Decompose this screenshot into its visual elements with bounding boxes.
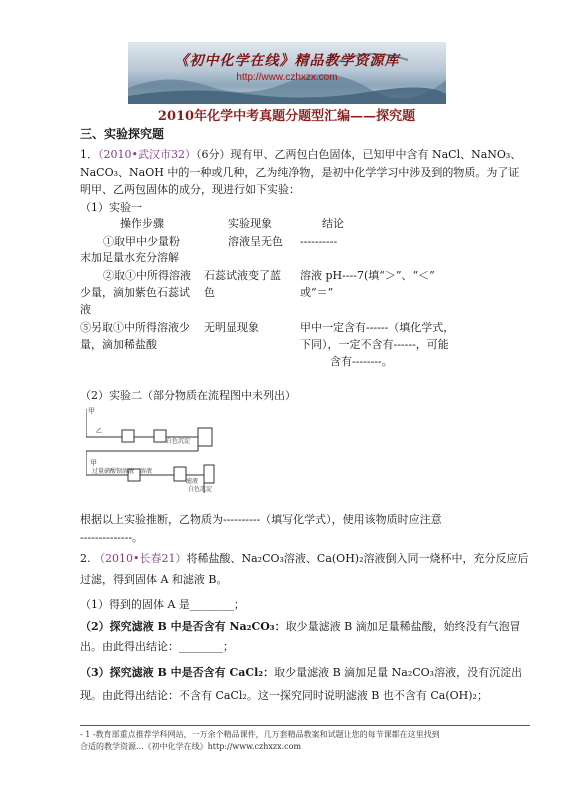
footer-divider — [80, 725, 530, 726]
flow-label-b: 乙 — [96, 428, 103, 435]
flow-label-g: 滤液 — [186, 478, 199, 485]
q2-number: 2. — [80, 552, 91, 565]
q2-part3-text: 取少量滤液 B 滴加足量 Na₂CO₃溶液，没有沉淀出 — [274, 666, 523, 679]
q1-exp2-label: （2）实验二（部分物质在流程图中未列出） — [80, 389, 296, 402]
r2-step-a: ②取①中所得溶液 — [103, 269, 191, 282]
q2-part2-heading: （2）探究滤液 B 中是否含有 Na₂CO₃： — [80, 620, 286, 633]
banner-url[interactable]: http://www.czhxzx.com — [236, 72, 338, 83]
banner-title: 《初中化学在线》精品教学资源库 — [174, 53, 400, 69]
q2-part3 — [80, 665, 522, 680]
q2-part2-line2: 出。由此得出结论：________； — [80, 640, 234, 653]
q2-line1-text: 将稀盐酸、Na₂CO₃溶液、Ca(OH)₂溶液倒入同一烧杯中，充分反应后 — [186, 552, 529, 565]
flow-label-e: 溶液 — [140, 468, 153, 475]
table-header-steps: 操作步骤 — [120, 217, 164, 230]
flow-diagram — [86, 403, 216, 495]
q1-conclusion-line2: --------------。 — [80, 531, 144, 544]
q1-line2: NaCO₃、NaOH 中的一种或几种，乙为纯净物，是初中化学学习中涉及到的物质。为了证 — [80, 166, 520, 179]
document-title: 2010年化学中考真题分题型汇编——探究题 — [157, 109, 416, 124]
r3-conclusion-c: 含有--------。 — [330, 355, 393, 368]
r1-phenomenon: 溶液呈无色 — [228, 235, 283, 248]
footer-line2: 合适的教学资源...《初中化学在线》http://www.czhxzx.com — [80, 742, 302, 751]
table-header-phenomenon: 实验现象 — [228, 217, 272, 230]
q2-part3-line2: 现。由此得出结论：不含有 CaCl₂。这一探究同时说明滤液 B 也不含有 Ca(OH)₂； — [80, 689, 488, 702]
q1-exp1-label: （1）实验一 — [80, 201, 142, 214]
q2-part1: （1）得到的固体 A 是________； — [80, 598, 245, 611]
q2-part2 — [80, 619, 521, 634]
footer-line1: - 1 -教育部重点推荐学科网站，一万余个精品课件，几万套精品教案和试题让您的每节课都在这里找到 — [80, 730, 440, 739]
r2-step-b: 少量，滴加紫色石蕊试 — [80, 286, 190, 299]
section-heading: 三、实验探究题 — [80, 127, 165, 141]
page-footer — [80, 729, 530, 753]
q1-number: 1． — [80, 148, 98, 161]
flow-label-d: 过量硝酸钡溶液 — [92, 468, 135, 475]
r3-phenomenon: 无明显现象 — [204, 321, 259, 334]
r2-phenomenon-a: 石蕊试液变了蓝 — [204, 269, 281, 282]
table-header-conclusion: 结论 — [322, 217, 344, 230]
q1-source-link[interactable]: （2010•武汉市32） — [98, 148, 196, 161]
r2-phenomenon-b: 色 — [204, 286, 215, 299]
flow-label-c: 甲 — [90, 459, 97, 467]
flow-label-a: 甲 — [88, 407, 95, 415]
r2-step-c: 液 — [80, 303, 91, 316]
q1-conclusion-line1: 根据以上实验推断，乙物质为----------（填写化学式），使用该物质时应注意 — [80, 513, 442, 526]
r1-step-a: ①取甲中少量粉 — [103, 235, 180, 248]
q2-part3-heading: （3）探究滤液 B 中是否含有 CaCl₂： — [80, 666, 275, 679]
flow-label-f: 白色沉淀 — [166, 438, 191, 445]
r2-conclusion-a: 溶液 pH----7(填“＞”、“＜” — [300, 269, 435, 282]
r3-conclusion-b: 下同），一定不含有------，可能 — [300, 338, 449, 351]
q1-line1 — [80, 147, 521, 162]
r1-conclusion: ---------- — [300, 235, 338, 248]
q1-line1-text: （6分）现有甲、乙两包白色固体，已知甲中含有 NaCl、NaNO₃、 — [195, 148, 522, 161]
r1-step-b: 末加足量水充分溶解 — [80, 251, 179, 264]
r3-step-a: ⑤另取①中所得溶液少 — [80, 321, 190, 334]
q1-line3: 明甲、乙两包固体的成分，现进行如下实验： — [80, 183, 300, 196]
q2-source-link[interactable]: （2010•长春21） — [94, 552, 187, 565]
r3-step-b: 量，滴加稀盐酸 — [80, 338, 157, 351]
r2-conclusion-b: 或“＝” — [300, 286, 334, 299]
q2-line1 — [80, 551, 529, 566]
header-banner — [128, 42, 446, 104]
q2-part2-text: 取少量滤液 B 滴加足量稀盐酸，始终没有气泡冒 — [285, 620, 521, 633]
q2-line2: 过滤，得到固体 A 和滤液 B。 — [80, 573, 228, 586]
flow-label-h: 白色沉淀 — [188, 486, 213, 493]
r3-conclusion-a: 甲中一定含有------（填化学式， — [300, 321, 455, 334]
